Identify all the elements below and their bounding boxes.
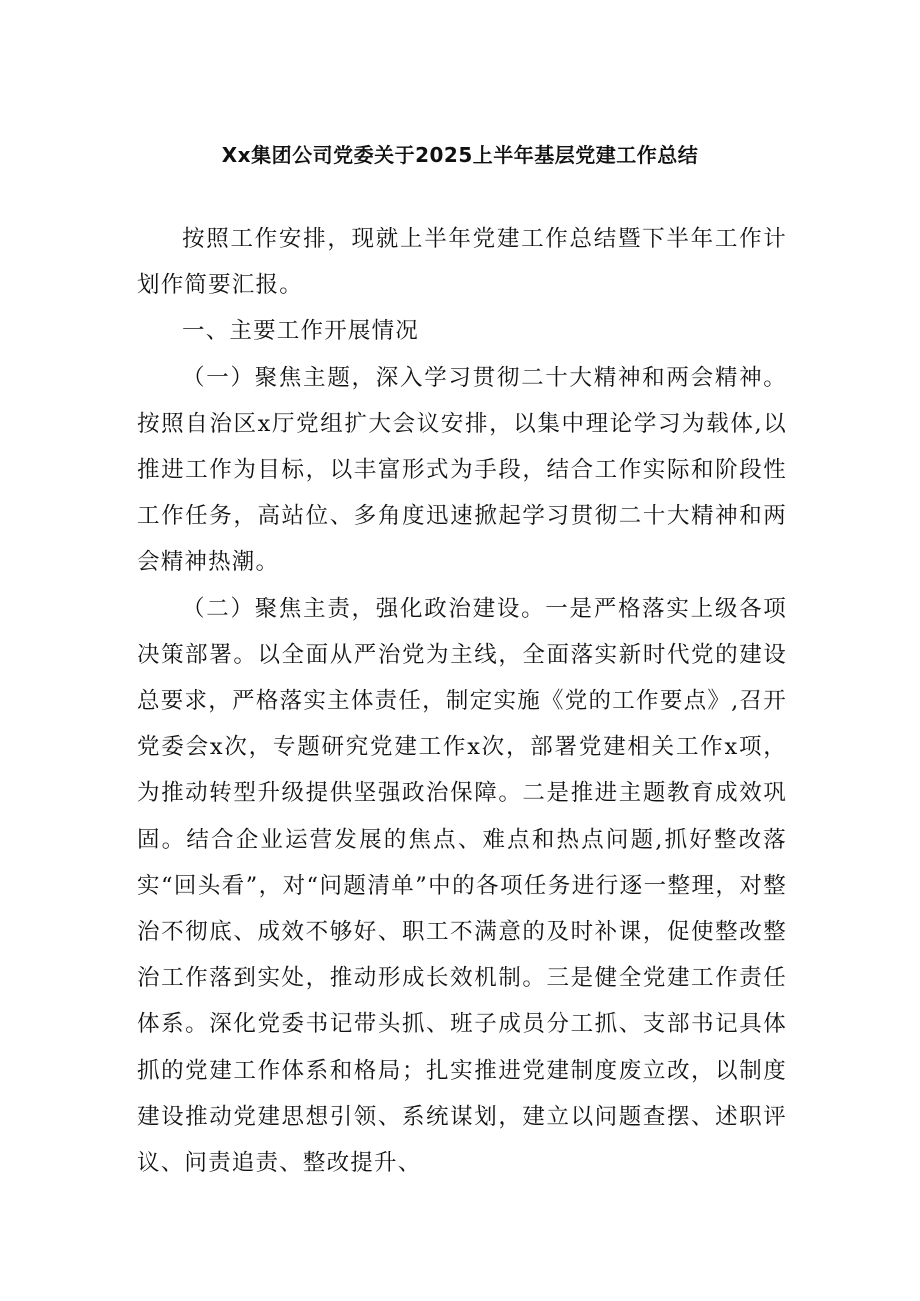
- paragraph-intro: 按照工作安排，现就上半年党建工作总结暨下半年工作计划作简要汇报。: [137, 226, 787, 299]
- paragraph-section-1: （一）聚焦主题，深入学习贯彻二十大精神和两会精神。按照自治区x厅党组扩大会议安排，以集中理论学习为载体,以推进工作为目标，以丰富形式为手段，结合工作实际和阶段性工作任务，高站位、多角度迅速掀起学习贯彻二十大精神和两会精神热潮。: [137, 364, 787, 576]
- document-title: Xx集团公司党委关于2025上半年基层党建工作总结: [221, 143, 699, 167]
- section-heading-main-work: 一、主要工作开展情况: [182, 318, 420, 345]
- paragraph-section-2: （二）聚焦主责，强化政治建设。一是严格落实上级各项决策部署。以全面从严治党为主线，全面落实新时代党的建设总要求，严格落实主体责任，制定实施《党的工作要点》,召开党委会x次，专题研究党建工作x次，部署党建相关工作x项，为推动转型升级提供坚强政治保障。二是推进主题教育成效巩固。结合企业运营发展的焦点、难点和热点问题,抓好整改落实“回头看”，对“问题清单”中的各项任务进行逐一整理，对整治不彻底、成效不够好、职工不满意的及时补课，促使整改整治工作落到实处，推动形成长效机制。三是健全党建工作责任体系。深化党委书记带头抓、班子成员分工抓、支部书记具体抓的党建工作体系和格局；扎实推进党建制度废立改，以制度建设推动党建思想引领、系统谋划，建立以问题查摆、述职评议、问责追责、整改提升、: [137, 595, 787, 1177]
- document-body: [137, 216, 787, 1186]
